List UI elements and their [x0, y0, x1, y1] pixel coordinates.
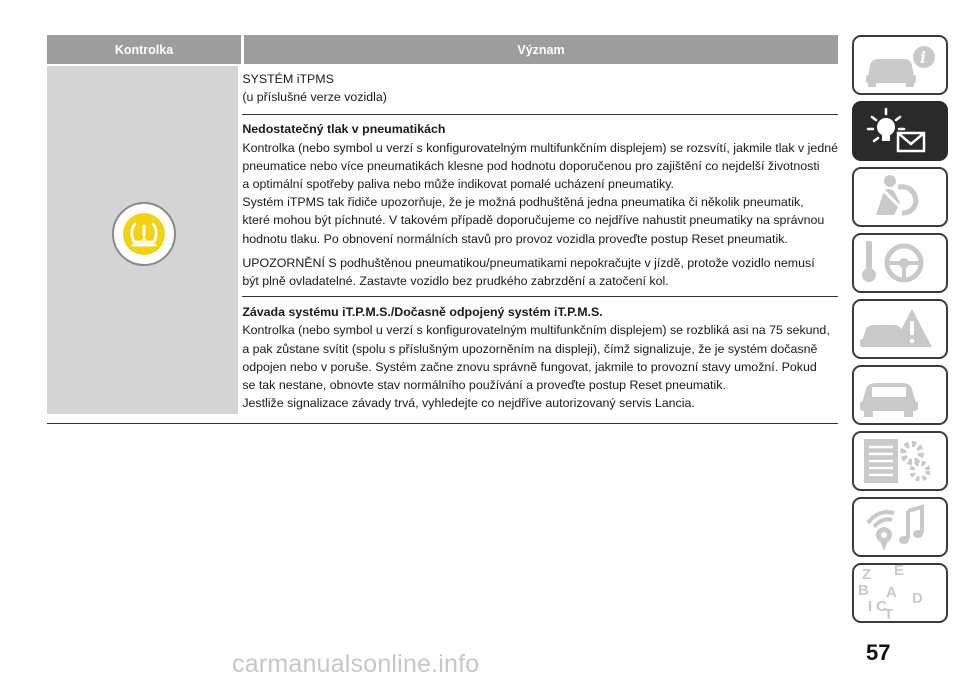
- maintenance-icon: [854, 367, 946, 423]
- text-line: SYSTÉM iTPMS: [242, 72, 334, 86]
- table-row: [47, 64, 838, 424]
- technical-data-icon: [854, 433, 946, 489]
- index-letter: B: [858, 582, 869, 599]
- icon-cell: [47, 64, 238, 414]
- text-line: a pak zůstane svítit (spolu s příslušným upozorněním na displeji), čímž signalizuje, že je systém dočasně: [242, 341, 818, 356]
- chapter-tabs: [852, 35, 948, 629]
- text-line: odpojen nebo v poruše. Systém začne znovu správně fungovat, jakmile to provozní stavy umožní. Pokud: [242, 359, 817, 374]
- section-low-pressure: [242, 115, 838, 297]
- emergency-icon: [854, 301, 946, 357]
- table-header: [47, 35, 838, 64]
- text-line: Systém iTPMS tak řidiče upozorňuje, že je možná podhuštěná jedna pneumatika či několik pneumatik,: [242, 195, 804, 210]
- tab-safety[interactable]: [852, 167, 948, 227]
- tpms-warning-icon: [112, 202, 176, 266]
- tab-emergency[interactable]: [852, 299, 948, 359]
- header-kontrolka: Kontrolka: [114, 42, 174, 57]
- index-icon: [854, 565, 946, 621]
- tab-starting-driving[interactable]: [852, 233, 948, 293]
- text-line: Kontrolka (nebo symbol u verzí s konfigurovatelným multifunkčním displejem) se rozbliká asi na 75 sekund,: [242, 323, 830, 338]
- watermark: carmanualsonline.info: [232, 650, 480, 678]
- text-line: pneumatice nebo více pneumatikách klesne pod hodnotu doporučenou pro zajištění co nejdelší životnosti: [242, 158, 820, 173]
- index-letter: D: [912, 590, 923, 607]
- section-system: [242, 64, 838, 115]
- index-letter: C: [876, 598, 887, 615]
- index-letter: T: [884, 606, 894, 621]
- text-line: hodnotu tlaku. Po obnovení normálních stavů pro provoz vozidla proveďte postup Reset pneumatik.: [242, 231, 788, 246]
- index-letter: I: [868, 598, 873, 615]
- starting-driving-icon: [854, 235, 946, 291]
- meaning-cell: [241, 64, 838, 423]
- tab-technical-data[interactable]: [852, 431, 948, 491]
- safety-airbag-icon: [854, 169, 946, 225]
- index-letter: Z: [862, 566, 872, 583]
- page-number: 57: [866, 640, 891, 665]
- tab-car-info[interactable]: [852, 35, 948, 95]
- warning-line: UPOZORNĚNÍ S podhuštěnou pneumatikou/pneumatikami nepokračujte v jízdě, protože vozidlo nemusí: [242, 255, 815, 270]
- car-info-icon: [854, 37, 946, 93]
- section-heading: Závada systému iT.P.M.S./Dočasně odpojený systém iT.P.M.S.: [242, 305, 603, 320]
- text-line: které mohou být píchnuté. V takovém případě doporučujeme co nejdříve nahustit pneumatiky na správnou: [242, 213, 825, 228]
- tab-index[interactable]: [852, 563, 948, 623]
- index-letter: A: [886, 584, 897, 601]
- section-heading: Nedostatečný tlak v pneumatikách: [242, 122, 446, 137]
- multimedia-icon: [854, 499, 946, 555]
- text-line: (u příslušné verze vozidla): [242, 90, 387, 105]
- tab-maintenance[interactable]: [852, 365, 948, 425]
- warning-lights-icon: [854, 103, 946, 159]
- header-vyznam: Význam: [517, 42, 565, 57]
- text-line: Kontrolka (nebo symbol u verzí s konfigurovatelným multifunkčním displejem) se rozsvítí, jakmile tlak v jedné: [242, 140, 838, 155]
- warning-line: být plně ovladatelné. Zastavte vozidlo bez prudkého zabrzdění a zatočení kol.: [242, 274, 669, 289]
- tab-multimedia[interactable]: [852, 497, 948, 557]
- warning-lights-table: [47, 35, 838, 424]
- text-line: se tak nestane, obnovte stav normálního používání a proveďte postup Reset pneumatik.: [242, 378, 726, 393]
- section-system-failure: [242, 297, 838, 423]
- text-line: Jestliže signalizace závady trvá, vyhledejte co nejdříve autorizovaný servis Lancia.: [242, 396, 695, 411]
- index-letter: E: [894, 565, 905, 579]
- tab-warning-lights[interactable]: [852, 101, 948, 161]
- text-line: a optimální spotřeby paliva nebo může indikovat pomalé ucházení pneumatiky.: [242, 177, 674, 192]
- svg-text:i: i: [920, 48, 927, 67]
